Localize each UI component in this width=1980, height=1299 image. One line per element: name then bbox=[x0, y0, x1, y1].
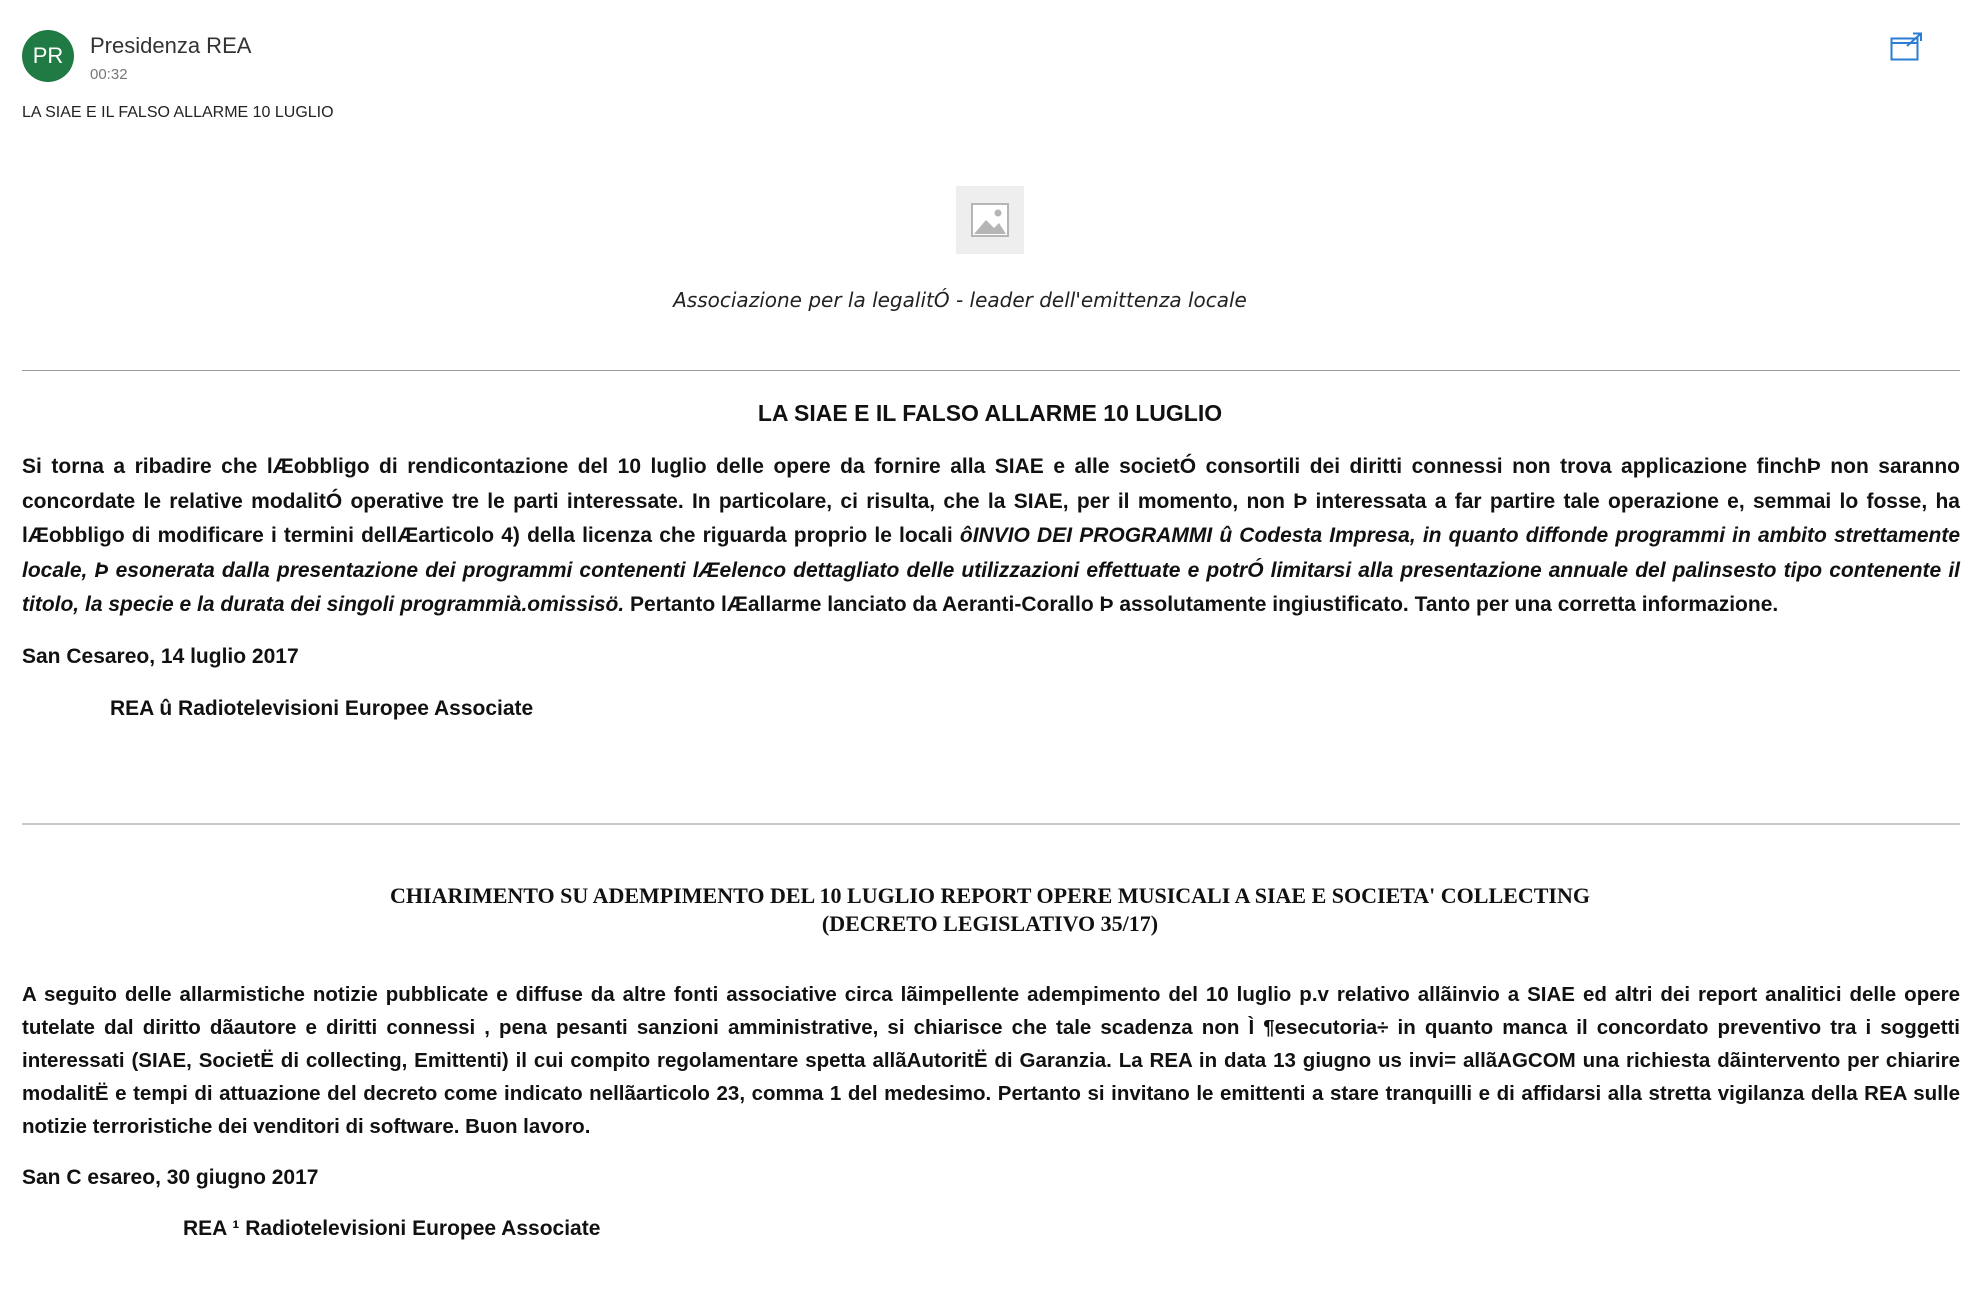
sender-avatar[interactable]: PR bbox=[22, 30, 74, 82]
message-header bbox=[22, 30, 1962, 90]
open-in-new-window-icon[interactable] bbox=[1890, 32, 1924, 62]
section1-quote: ôINVIO DEI PROGRAMMI û Codesta Impresa, in quanto diffonde programmi in ambito strettamente locale, Þ esonerata dalla presentazione dei programmi contenenti lÆelenco dettagliato delle utilizzazioni effettuate e potrÓ limitarsi alla presentazione annuale del palinsesto tipo contenente il titolo, la specie e la durata dei singoli programmià.omissisö. bbox=[22, 524, 1961, 616]
message-subject: LA SIAE E IL FALSO ALLARME 10 LUGLIO bbox=[22, 104, 334, 121]
divider bbox=[22, 823, 1960, 825]
section1-title: LA SIAE E IL FALSO ALLARME 10 LUGLIO bbox=[757, 400, 1223, 426]
section1-signature: REA û Radiotelevisioni Europee Associate bbox=[110, 697, 534, 720]
section1-date: San Cesareo, 14 luglio 2017 bbox=[22, 645, 299, 668]
association-tagline: Associazione per la legalitÓ - leader dell'emittenza locale bbox=[673, 288, 1247, 312]
section1-text-a: Si torna a ribadire che lÆobbligo di rendicontazione del 10 luglio delle opere da fornire alla SIAE e alle societÓ consortili dei diritti connessi non trova applicazione finchÞ non saranno concordate le relative modalitÓ operative tre le parti interessate. In particolare, ci risulta, che la SIAE, per il momento, non Þ interessata a far partire tale operazione e, semmai lo fosse, ha lÆobbligo di modificare i termini dellÆarticolo 4) della licenza che riguarda proprio le locali bbox=[22, 455, 1960, 547]
sender-name[interactable]: Presidenza REA bbox=[90, 33, 252, 58]
section2-title bbox=[0, 882, 1980, 938]
divider bbox=[22, 370, 1960, 371]
section2-title-line1: CHIARIMENTO SU ADEMPIMENTO DEL 10 LUGLIO REPORT OPERE MUSICALI A SIAE E SOCIETA' COLLECTING bbox=[390, 883, 1590, 908]
section2-paragraph: A seguito delle allarmistiche notizie pubblicate e diffuse da altre fonti associative circa lãimpellente adempimento del 10 luglio p.v relativo allãinvio a SIAE ed altri dei report analitici delle opere tutelate dal diritto dãautore e diritti connessi , pena pesanti sanzioni amministrative, si chiarisce che tale scadenza non Ì ¶esecutoria÷ in quanto manca il concordato preventivo tra i soggetti interessati (SIAE, SocietË di collecting, Emittenti) il cui compito regolamentare spetta allãAutoritË di Garanzia. La REA in data 13 giugno us invi= allãAGCOM una richiesta dãintervento per chiarire modalitË e tempi di attuazione del decreto come indicato nellãarticolo 23, comma 1 del medesimo. Pertanto si invitano le emittenti a stare tranquilli e di affidarsi alla stretta vigilanza della REA sulle notizie terroristiche dei venditori di software. Buon lavoro. bbox=[22, 983, 1960, 1138]
section1-paragraph bbox=[22, 450, 1960, 623]
message-time: 00:32 bbox=[90, 66, 128, 83]
section1-text-c: Pertanto lÆallarme lanciato da Aeranti-Corallo Þ assolutamente ingiustificato. Tanto per una corretta informazione. bbox=[624, 593, 1779, 616]
section2-signature: REA ¹ Radiotelevisioni Europee Associate bbox=[183, 1217, 601, 1240]
image-placeholder-icon bbox=[956, 186, 1024, 254]
section2-date: San C esareo, 30 giugno 2017 bbox=[22, 1166, 319, 1189]
section2-title-line2: (DECRETO LEGISLATIVO 35/17) bbox=[821, 911, 1159, 936]
